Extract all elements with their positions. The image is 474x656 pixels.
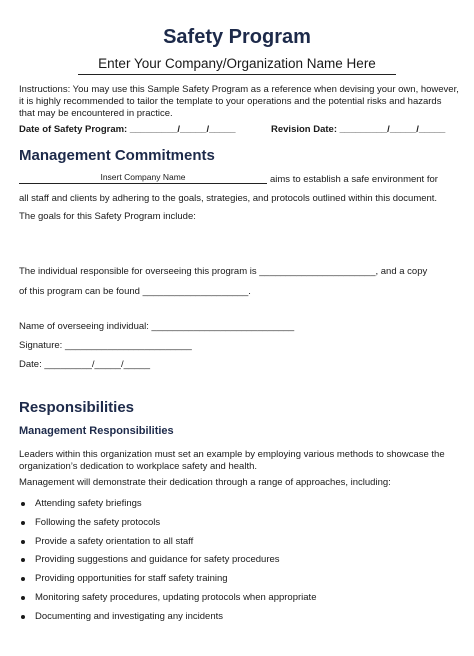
- responsibilities-para-2: Management will demonstrate their dedication through a range of approaches, including:: [19, 477, 391, 488]
- list-item: Attending safety briefings: [19, 498, 459, 517]
- revision-date-field[interactable]: Revision Date: _________/_____/_____: [271, 124, 446, 135]
- management-responsibilities-subheading: Management Responsibilities: [19, 425, 174, 437]
- copy-location-line[interactable]: of this program can be found ____________________.: [19, 286, 251, 297]
- bullet-icon: [21, 521, 25, 525]
- bullet-icon: [21, 558, 25, 562]
- date-field[interactable]: Date: _________/_____/_____: [19, 359, 151, 370]
- insert-company-name-field[interactable]: Insert Company Name: [19, 172, 267, 184]
- responsible-line[interactable]: The individual responsible for overseeing this program is ______________________, and a copy: [19, 266, 428, 277]
- bullet-icon: [21, 577, 25, 581]
- responsibilities-heading: Responsibilities: [19, 399, 135, 416]
- list-item: Providing opportunities for staff safety training: [19, 573, 459, 592]
- bullet-icon: [21, 596, 25, 600]
- goals-intro: The goals for this Safety Program include:: [19, 211, 196, 222]
- signature-field[interactable]: Signature: ________________________: [19, 340, 192, 351]
- responsibilities-para-1: Leaders within this organization must set an example by employing various methods to showcase the organization’s dedication to workplace safety and health.: [19, 449, 445, 472]
- responsibilities-list: [19, 498, 459, 630]
- date-of-program-field[interactable]: Date of Safety Program: _________/_____/_____: [19, 124, 236, 135]
- page-title: Safety Program: [163, 26, 311, 48]
- commitment-line-2: all staff and clients by adhering to the goals, strategies, and protocols outlined within this document.: [19, 193, 438, 204]
- list-item: Providing suggestions and guidance for safety procedures: [19, 554, 459, 573]
- list-item: Following the safety protocols: [19, 517, 459, 536]
- list-item: Documenting and investigating any incidents: [19, 611, 459, 630]
- commitment-line-1: aims to establish a safe environment for: [270, 174, 438, 185]
- bullet-icon: [21, 615, 25, 619]
- overseer-name-field[interactable]: Name of overseeing individual: ___________________________: [19, 321, 295, 332]
- company-name-field[interactable]: Enter Your Company/Organization Name Here: [78, 56, 396, 75]
- bullet-icon: [21, 540, 25, 544]
- management-commitments-heading: Management Commitments: [19, 147, 215, 164]
- instructions-text: Instructions: You may use this Sample Safety Program as a reference when devising your own, however, it is highly recommended to tailor the template to your operations and the potential risks and hazards that may be encountered in practice.: [19, 84, 459, 119]
- list-item: Monitoring safety procedures, updating protocols when appropriate: [19, 592, 459, 611]
- date-row: [19, 124, 459, 135]
- list-item: Provide a safety orientation to all staff: [19, 536, 459, 555]
- bullet-icon: [21, 502, 25, 506]
